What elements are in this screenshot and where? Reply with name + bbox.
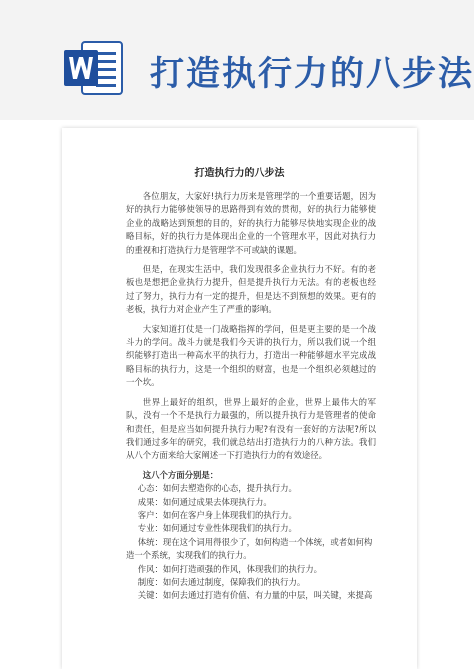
banner (0, 0, 474, 120)
paragraph: 世界上最好的组织，世界上最好的企业，世界上最伟大的军队，没有一个不是执行力最强的，所以提升执行力是管理者的使命和责任，但是应当如何提升执行力呢?有没有一套好的方法呢?所以我们通过多年的研究，我们就总结出打造执行力的八种方法。我们从八个方面来给大家阐述一下打造执行力的有效途径。 (126, 396, 376, 461)
banner-title: 打造执行力的八步法 (150, 54, 474, 94)
list-item-continuation: 造一个系统，实现我们的执行力。 (126, 550, 252, 561)
list-item: 制度：如何去通过制度，保障我们的执行力。 (137, 576, 306, 587)
list-item: 体统：现在这个词用得很少了，如何构造一个体统，或者如何构 (137, 536, 373, 547)
word-document-icon (62, 36, 126, 100)
document-page (62, 128, 417, 669)
paragraph: 各位朋友，大家好!执行力历来是管理学的一个重要话题，因为好的执行力能够使领导的思路得到有效的贯彻，好的执行力能够使企业的战略达到预想的目的，好的执行力能够尽快地实现企业的战略目标，好的执行力是体现出企业的一个管理水平，因此对执行力的重视和打造执行力是管理学不可或缺的课题。 (126, 191, 376, 255)
document-body (126, 190, 376, 603)
list-item: 心态：如何去塑造你的心态，提升执行力。 (137, 483, 297, 494)
list-item: 作风：如何打造顽强的作风，体现我们的执行力。 (137, 563, 322, 574)
document-title: 打造执行力的八步法 (194, 168, 285, 179)
list-item: 成果：如何通过成果去体现执行力。 (137, 496, 272, 507)
section-heading: 这八个方面分别是： (142, 469, 219, 480)
list-item: 关键：如何去通过打造有价值、有力量的中层，叫关键，来提高 (137, 590, 373, 601)
paragraph: 但是，在现实生活中，我们发现很多企业执行力不好。有的老板也是想把企业执行力提升，但是提升执行力无法。有的老板也经过了努力，执行力有一定的提升，但是达不到预想的效果。更有的老板，执行力对企业产生了严重的影响。 (126, 264, 376, 315)
list-item: 客户：如何在客户身上体现我们的执行力。 (137, 509, 297, 520)
paragraph: 大家知道打仗是一门战略指挥的学问，但是更主要的是一个战斗力的学问。战斗力就是我们今天讲的执行力，所以我们说一个组织能够打造出一种高水平的执行力，打造出一种能够超水平完成战略目标的执行力，这是一个组织的财富，也是一个组织必须越过的一个坎。 (126, 323, 376, 388)
list-item: 专业：如何通过专业性体现我们的执行力。 (137, 523, 297, 534)
